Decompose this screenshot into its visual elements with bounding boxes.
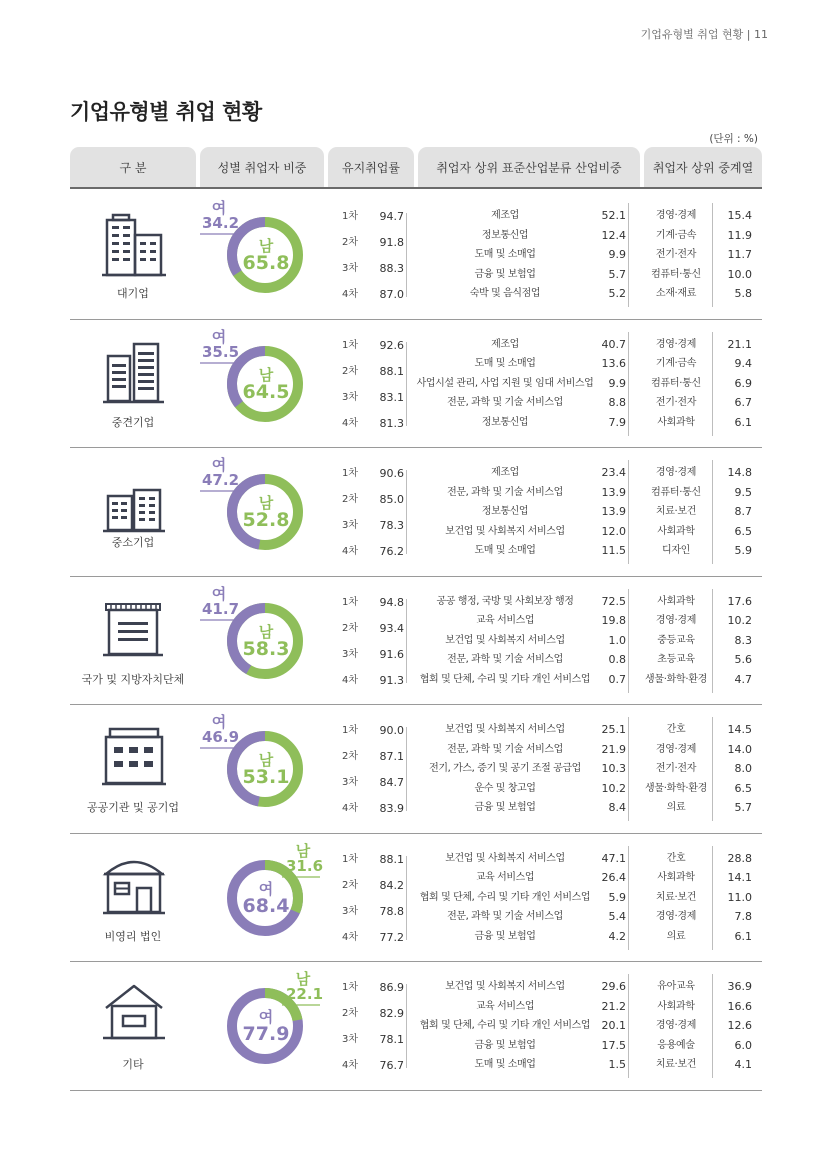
running-header: 기업유형별 취업 현황 | 11 — [640, 28, 768, 41]
male-share-label: 남 53.1 — [222, 753, 310, 787]
retention-value: 88.1 — [379, 852, 404, 866]
retention-value: 77.2 — [379, 930, 404, 944]
retention-round: 3차 — [342, 648, 359, 660]
female-share-value: 34.2 — [202, 214, 240, 232]
industry-share: 52.1 — [601, 209, 626, 222]
major-field-share: 9.4 — [734, 357, 752, 371]
retention-value: 90.0 — [379, 724, 404, 737]
major-field-name: 간호 — [666, 724, 686, 735]
table-row — [70, 705, 762, 834]
industry-share: 25.1 — [601, 723, 626, 736]
category-label: 기타 — [122, 1058, 144, 1071]
major-field-name: 치료·보건 — [655, 1059, 697, 1071]
industry-name: 제조업 — [491, 467, 519, 478]
male-share-label: 남 58.3 — [222, 625, 310, 659]
column-divider — [628, 589, 629, 693]
industry-share: 10.2 — [601, 781, 626, 795]
retention-round: 2차 — [342, 751, 359, 762]
gender-ratio-cell — [198, 577, 328, 705]
column-divider — [712, 589, 713, 693]
industry-share: 12.4 — [601, 228, 626, 242]
column-divider — [712, 460, 713, 564]
gender-ratio-cell — [198, 320, 328, 448]
column-divider — [628, 332, 629, 436]
retention-round: 2차 — [342, 1008, 359, 1019]
page-number: 11 — [754, 28, 768, 41]
retention-value: 91.6 — [379, 647, 404, 661]
retention-round: 1차 — [342, 596, 359, 608]
category-label: 국가 및 지방자치단체 — [81, 672, 185, 686]
industry-name: 협회 및 단체, 수리 및 기타 개인 서비스업 — [419, 1020, 591, 1032]
male-share-label: 남 22.1 — [286, 970, 324, 1003]
major-field-name: 사회과학 — [657, 416, 695, 428]
retention-value: 90.6 — [379, 467, 404, 480]
column-divider — [406, 599, 407, 683]
industry-name: 교육 서비스업 — [475, 872, 535, 884]
gender-ratio-cell — [198, 834, 328, 962]
major-field-share: 4.7 — [734, 672, 752, 686]
major-field-share: 8.7 — [734, 505, 752, 519]
male-share-label: 남 31.6 — [286, 841, 324, 875]
office-buildings-icon — [100, 336, 168, 406]
major-field-name: 컴퓨터·통신 — [651, 377, 701, 389]
industry-name: 정보통신업 — [481, 229, 529, 241]
major-field-share: 12.6 — [727, 1019, 752, 1033]
industry-name: 도매 및 소매업 — [474, 358, 536, 370]
major-field-name: 사회과학 — [657, 525, 695, 537]
industry-share: 9.9 — [608, 376, 626, 390]
running-header-title: 기업유형별 취업 현황 — [640, 28, 744, 41]
industry-name: 보건업 및 사회복지 서비스업 — [445, 981, 565, 992]
major-field-name: 사회과학 — [657, 872, 695, 884]
industry-share: 13.9 — [601, 505, 626, 519]
column-divider — [628, 846, 629, 950]
retention-round: 2차 — [342, 879, 359, 891]
retention-round: 1차 — [342, 853, 359, 865]
retention-round: 4차 — [342, 417, 359, 429]
male-share-label: 남 52.8 — [222, 496, 310, 530]
female-share-label: 여 34.2 — [202, 199, 240, 232]
major-field-name: 전기·전자 — [655, 763, 697, 775]
major-field-name: 경영·경제 — [655, 467, 697, 478]
industry-share: 20.1 — [601, 1019, 626, 1033]
industry-share: 21.9 — [601, 742, 626, 756]
male-share-label: 남 65.8 — [222, 239, 310, 273]
nonprofit-building-icon — [100, 850, 168, 920]
retention-value: 92.6 — [379, 338, 404, 352]
major-field-name: 컴퓨터·통신 — [651, 268, 701, 280]
major-field-share: 36.9 — [727, 980, 752, 993]
column-divider — [406, 727, 407, 811]
major-field-share: 9.5 — [734, 485, 752, 499]
industry-share: 72.5 — [601, 594, 626, 608]
male-share-value: 22.1 — [286, 985, 324, 1003]
industry-share: 13.9 — [601, 485, 626, 499]
major-field-share: 6.1 — [734, 415, 752, 429]
major-field-share: 14.5 — [727, 723, 752, 736]
retention-round: 3차 — [342, 1034, 359, 1045]
major-field-share: 21.1 — [727, 337, 752, 351]
industry-name: 금융 및 보험업 — [474, 930, 536, 942]
industry-share: 1.0 — [608, 633, 626, 647]
government-building-icon — [100, 592, 168, 662]
major-field-share: 28.8 — [727, 851, 752, 865]
industry-name: 보건업 및 사회복지 서비스업 — [445, 852, 565, 864]
retention-round: 3차 — [342, 391, 359, 403]
retention-value: 82.9 — [379, 1007, 404, 1020]
header-industry: 취업자 상위 표준산업분류 산업비중 — [418, 147, 640, 187]
retention-round: 3차 — [342, 263, 359, 274]
table-row — [70, 962, 762, 1091]
industry-name: 전문, 과학 및 기술 서비스업 — [447, 911, 563, 923]
major-field-name: 생물·화학·환경 — [645, 673, 707, 685]
industry-name: 금융 및 보험업 — [474, 268, 536, 280]
table-row — [70, 320, 762, 449]
industry-name: 보건업 및 사회복지 서비스업 — [445, 724, 565, 735]
industry-name: 교육 서비스업 — [475, 1000, 535, 1012]
major-field-name: 간호 — [666, 852, 686, 864]
major-field-share: 8.0 — [734, 762, 752, 776]
male-share-value: 65.8 — [242, 252, 290, 274]
major-field-name: 응용예술 — [657, 1039, 695, 1051]
major-field-share: 6.9 — [734, 376, 752, 390]
female-share-label: 여 35.5 — [202, 327, 240, 361]
major-field-share: 11.0 — [727, 890, 752, 904]
industry-share: 29.6 — [601, 980, 626, 993]
retention-value: 84.2 — [379, 878, 404, 892]
major-field-share: 5.9 — [734, 544, 752, 558]
industry-share: 40.7 — [601, 337, 626, 351]
unit-label: (단위 : %) — [709, 133, 758, 145]
major-field-name: 사회과학 — [657, 595, 695, 607]
retention-round: 4차 — [342, 289, 359, 300]
female-share-value: 35.5 — [202, 342, 240, 361]
industry-name: 전문, 과학 및 기술 서비스업 — [447, 397, 563, 409]
column-divider — [406, 984, 407, 1068]
industry-share: 0.8 — [608, 653, 626, 667]
industry-share: 12.0 — [601, 524, 626, 538]
industry-share: 9.9 — [608, 248, 626, 262]
male-share-value: 64.5 — [242, 380, 290, 403]
column-divider — [628, 460, 629, 564]
retention-round: 4차 — [342, 803, 359, 814]
retention-round: 4차 — [342, 546, 359, 557]
major-field-share: 5.6 — [734, 653, 752, 667]
industry-name: 도매 및 소매업 — [474, 545, 536, 557]
retention-round: 2차 — [342, 237, 359, 248]
retention-value: 78.8 — [379, 904, 404, 918]
industry-name: 보건업 및 사회복지 서비스업 — [445, 525, 565, 537]
gender-ratio-cell — [198, 191, 328, 319]
retention-round: 2차 — [342, 365, 359, 377]
industry-share: 21.2 — [601, 999, 626, 1013]
industry-share: 11.5 — [601, 544, 626, 558]
major-field-name: 생물·화학·환경 — [645, 782, 707, 794]
major-field-share: 7.8 — [734, 910, 752, 924]
table-header — [70, 147, 762, 189]
column-divider — [406, 342, 407, 426]
industry-name: 도매 및 소매업 — [474, 1059, 536, 1071]
major-field-share: 10.2 — [727, 614, 752, 628]
major-field-name: 사회과학 — [657, 1000, 695, 1012]
retention-round: 1차 — [342, 468, 359, 479]
industry-share: 26.4 — [601, 871, 626, 885]
public-institution-icon — [100, 721, 168, 791]
industry-share: 23.4 — [601, 466, 626, 479]
industry-share: 5.4 — [608, 910, 626, 924]
header-major: 취업자 상위 중계열 — [644, 147, 762, 187]
gender-ratio-cell — [198, 448, 328, 576]
category-label: 중견기업 — [111, 415, 155, 429]
retention-round: 1차 — [342, 982, 359, 993]
industry-share: 8.4 — [608, 801, 626, 815]
industry-name: 금융 및 보험업 — [474, 1039, 536, 1051]
industry-share: 10.3 — [601, 762, 626, 776]
retention-round: 1차 — [342, 339, 359, 351]
skyscraper-icon — [100, 207, 168, 277]
retention-value: 91.3 — [379, 673, 404, 687]
female-share-value: 41.7 — [202, 599, 240, 618]
industry-share: 19.8 — [601, 614, 626, 628]
major-field-share: 5.7 — [734, 801, 752, 815]
retention-round: 1차 — [342, 725, 359, 736]
column-divider — [628, 974, 629, 1078]
major-field-name: 의료 — [666, 802, 686, 814]
retention-value: 76.7 — [379, 1059, 404, 1072]
major-field-share: 5.8 — [734, 287, 752, 301]
industry-share: 5.2 — [608, 287, 626, 301]
female-share-value: 68.4 — [242, 894, 290, 917]
major-field-name: 중등교육 — [657, 634, 695, 646]
retention-value: 93.4 — [379, 621, 404, 635]
retention-value: 87.0 — [379, 288, 404, 301]
industry-name: 공공 행정, 국방 및 사회보장 행정 — [436, 595, 574, 607]
category-label: 중소기업 — [111, 536, 155, 549]
industry-name: 금융 및 보험업 — [474, 802, 536, 814]
industry-share: 17.5 — [601, 1038, 626, 1052]
retention-value: 78.3 — [379, 519, 404, 532]
employment-table — [70, 191, 762, 1091]
retention-round: 2차 — [342, 494, 359, 505]
retention-value: 83.1 — [379, 390, 404, 404]
industry-share: 0.7 — [608, 672, 626, 686]
category-label: 공공기관 및 공기업 — [86, 801, 179, 814]
major-field-name: 컴퓨터·통신 — [651, 486, 701, 498]
major-field-name: 유아교육 — [657, 981, 695, 992]
industry-name: 운수 및 창고업 — [474, 782, 536, 794]
industry-share: 47.1 — [601, 851, 626, 865]
retention-value: 83.9 — [379, 802, 404, 815]
column-divider — [712, 717, 713, 821]
column-divider — [406, 470, 407, 554]
industry-share: 5.7 — [608, 267, 626, 281]
small-buildings-icon — [100, 470, 168, 540]
major-field-share: 14.0 — [727, 742, 752, 756]
column-divider — [406, 213, 407, 297]
female-share-value: 47.2 — [202, 471, 240, 489]
retention-value: 91.8 — [379, 236, 404, 249]
industry-share: 8.8 — [608, 396, 626, 410]
column-divider — [712, 332, 713, 436]
major-field-share: 6.1 — [734, 929, 752, 943]
header-category: 구 분 — [70, 147, 196, 187]
retention-round: 2차 — [342, 622, 359, 634]
major-field-name: 치료·보건 — [655, 891, 697, 903]
major-field-name: 경영·경제 — [655, 1020, 697, 1032]
industry-share: 7.9 — [608, 415, 626, 429]
major-field-share: 8.3 — [734, 633, 752, 647]
industry-name: 전문, 과학 및 기술 서비스업 — [447, 486, 563, 498]
retention-round: 4차 — [342, 1060, 359, 1071]
industry-name: 협회 및 단체, 수리 및 기타 개인 서비스업 — [419, 891, 591, 903]
industry-share: 5.9 — [608, 890, 626, 904]
retention-value: 94.8 — [379, 595, 404, 609]
retention-round: 3차 — [342, 520, 359, 531]
industry-name: 도매 및 소매업 — [474, 249, 536, 261]
industry-share: 1.5 — [608, 1058, 626, 1072]
gender-ratio-cell — [198, 962, 328, 1090]
retention-value: 76.2 — [379, 545, 404, 558]
industry-name: 전문, 과학 및 기술 서비스업 — [447, 654, 563, 666]
retention-value: 94.7 — [379, 210, 404, 223]
female-share-label: 여 77.9 — [222, 1010, 310, 1044]
male-share-label: 남 64.5 — [222, 368, 310, 402]
industry-share: 13.6 — [601, 357, 626, 371]
column-divider — [406, 856, 407, 940]
male-share-value: 58.3 — [242, 637, 290, 660]
page-title: 기업유형별 취업 현황 — [70, 100, 262, 124]
industry-name: 정보통신업 — [481, 506, 529, 518]
header-retention: 유지취업률 — [328, 147, 414, 187]
female-share-label: 여 41.7 — [202, 584, 240, 618]
male-share-value: 52.8 — [242, 509, 290, 531]
retention-value: 85.0 — [379, 493, 404, 506]
industry-name: 보건업 및 사회복지 서비스업 — [445, 634, 565, 646]
industry-name: 제조업 — [491, 338, 519, 350]
major-field-name: 디자인 — [661, 545, 691, 557]
table-row — [70, 834, 762, 963]
retention-round: 1차 — [342, 211, 359, 222]
major-field-name: 경영·경제 — [655, 615, 697, 627]
industry-name: 정보통신업 — [481, 416, 529, 428]
major-field-name: 소재·재료 — [655, 288, 697, 300]
major-field-name: 기계·금속 — [655, 229, 697, 241]
major-field-share: 11.9 — [727, 228, 752, 242]
retention-round: 4차 — [342, 931, 359, 943]
industry-name: 숙박 및 음식점업 — [469, 288, 541, 300]
major-field-share: 17.6 — [727, 594, 752, 608]
gender-ratio-cell — [198, 705, 328, 833]
major-field-name: 경영·경제 — [655, 911, 697, 923]
major-field-share: 6.0 — [734, 1038, 752, 1052]
major-field-share: 11.7 — [727, 248, 752, 262]
retention-value: 86.9 — [379, 981, 404, 994]
retention-value: 88.3 — [379, 262, 404, 275]
column-divider — [628, 717, 629, 821]
industry-name: 전기, 가스, 증기 및 공기 조절 공급업 — [429, 763, 581, 775]
major-field-name: 치료·보건 — [655, 506, 697, 518]
house-icon — [100, 978, 168, 1048]
header-gender-ratio: 성별 취업자 비중 — [200, 147, 324, 187]
major-field-share: 4.1 — [734, 1058, 752, 1072]
retention-round: 3차 — [342, 777, 359, 788]
retention-value: 78.1 — [379, 1033, 404, 1046]
industry-name: 제조업 — [491, 210, 519, 221]
industry-name: 사업시설 관리, 사업 지원 및 임대 서비스업 — [416, 377, 594, 389]
retention-value: 81.3 — [379, 416, 404, 430]
industry-name: 협회 및 단체, 수리 및 기타 개인 서비스업 — [419, 673, 591, 685]
column-divider — [628, 203, 629, 307]
major-field-name: 경영·경제 — [655, 338, 697, 350]
industry-name: 전문, 과학 및 기술 서비스업 — [447, 743, 563, 755]
major-field-share: 15.4 — [727, 209, 752, 222]
major-field-share: 14.1 — [727, 871, 752, 885]
major-field-name: 전기·전자 — [655, 249, 697, 261]
major-field-share: 14.8 — [727, 466, 752, 479]
major-field-name: 기계·금속 — [655, 358, 697, 370]
column-divider — [712, 846, 713, 950]
retention-value: 87.1 — [379, 750, 404, 763]
major-field-name: 경영·경제 — [655, 210, 697, 221]
retention-round: 3차 — [342, 905, 359, 917]
retention-value: 84.7 — [379, 776, 404, 789]
category-label: 비영리 법인 — [104, 929, 162, 943]
major-field-share: 6.5 — [734, 781, 752, 795]
retention-round: 4차 — [342, 674, 359, 686]
male-share-value: 53.1 — [242, 766, 290, 788]
category-label: 대기업 — [117, 287, 149, 300]
table-row — [70, 448, 762, 577]
female-share-label: 여 47.2 — [202, 456, 240, 489]
major-field-name: 경영·경제 — [655, 743, 697, 755]
female-share-value: 46.9 — [202, 728, 240, 746]
female-share-value: 77.9 — [242, 1023, 290, 1045]
column-divider — [712, 974, 713, 1078]
major-field-share: 16.6 — [727, 999, 752, 1013]
industry-name: 교육 서비스업 — [475, 615, 535, 627]
retention-value: 88.1 — [379, 364, 404, 378]
table-row — [70, 191, 762, 320]
column-divider — [712, 203, 713, 307]
female-share-label: 여 46.9 — [202, 713, 240, 746]
major-field-name: 전기·전자 — [655, 397, 697, 409]
female-share-label: 여 68.4 — [222, 882, 310, 916]
major-field-share: 10.0 — [727, 267, 752, 281]
industry-share: 4.2 — [608, 929, 626, 943]
major-field-name: 초등교육 — [657, 654, 695, 666]
male-share-value: 31.6 — [286, 856, 324, 875]
major-field-share: 6.7 — [734, 396, 752, 410]
table-row — [70, 577, 762, 706]
major-field-share: 6.5 — [734, 524, 752, 538]
major-field-name: 의료 — [666, 930, 686, 942]
